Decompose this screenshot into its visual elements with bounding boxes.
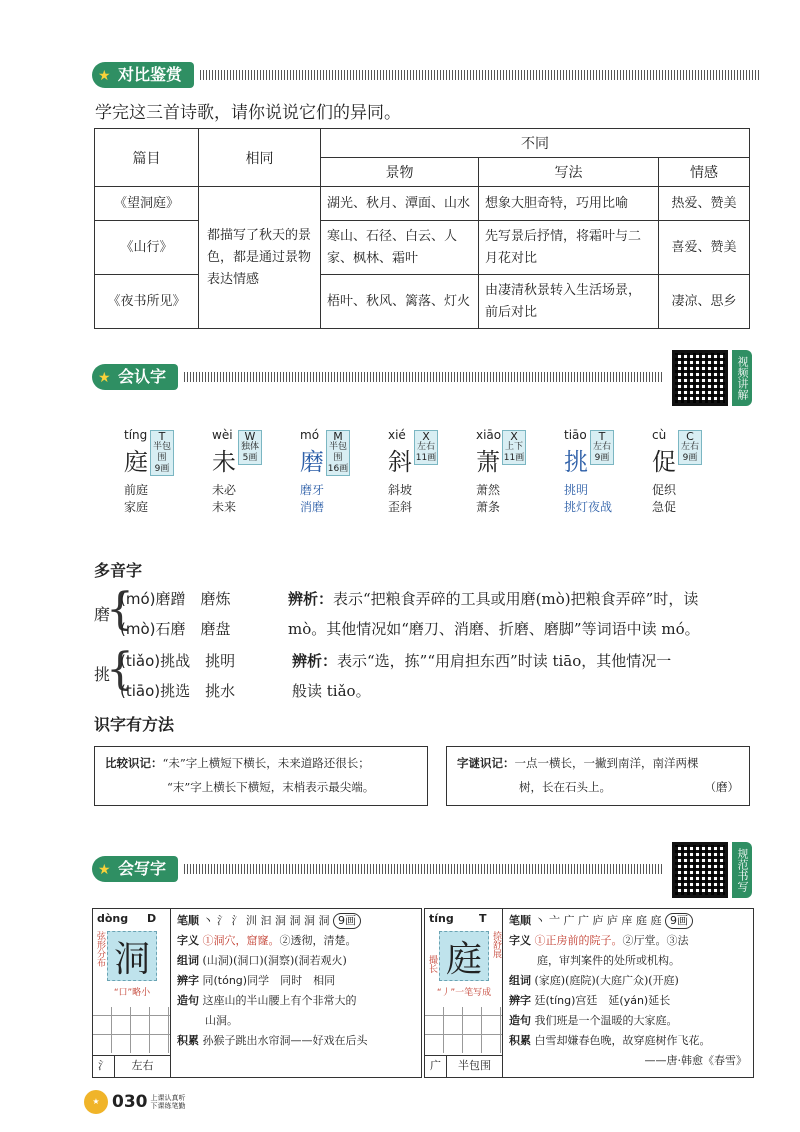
char-item bbox=[468, 428, 556, 474]
stroke-order-line bbox=[177, 911, 417, 931]
method-heading: 识字有方法 bbox=[94, 715, 175, 734]
meaning-text: ①洞穴，窟窿。 bbox=[202, 934, 280, 947]
meaning-text: ②透彻，清楚。 bbox=[279, 934, 357, 947]
word: 磨牙 bbox=[300, 483, 325, 497]
stroke-count: 9画 bbox=[665, 913, 693, 929]
char-glyph: 斜 bbox=[388, 448, 412, 476]
poly-tiao-analysis-1 bbox=[292, 646, 671, 676]
star-icon: ★ bbox=[98, 370, 111, 386]
poly-tiao-line1: (tiǎo)挑战 挑明 bbox=[120, 652, 236, 670]
analysis-label: 辨析： bbox=[288, 590, 334, 608]
meaning-line bbox=[177, 931, 417, 951]
section-title: 对比鉴赏 bbox=[118, 65, 183, 84]
header-scenery: 景物 bbox=[321, 158, 479, 187]
char-item bbox=[556, 428, 644, 474]
char-glyph: 庭 bbox=[124, 448, 148, 476]
char-letter: X bbox=[510, 430, 518, 443]
write-tip: “口”略小 bbox=[113, 988, 151, 998]
word: 挑灯夜战 bbox=[564, 500, 613, 514]
section-title: 会写字 bbox=[118, 859, 167, 878]
row-scenery: 梧叶、秋风、篱落、灯火 bbox=[321, 275, 479, 329]
char-item bbox=[204, 428, 292, 474]
stroke-order-line bbox=[509, 911, 749, 931]
char-struct: 左右 bbox=[680, 442, 699, 452]
char-tag bbox=[502, 430, 526, 465]
write-pinyin: dòng bbox=[97, 912, 129, 925]
char-item bbox=[116, 428, 204, 474]
char-tag bbox=[150, 430, 174, 476]
method-label: 比较识记： bbox=[105, 756, 163, 770]
header-diff: 不同 bbox=[321, 129, 750, 158]
method-text: “末”字上横长下横短，末梢表示最尖端。 bbox=[167, 780, 375, 794]
method-box-compare bbox=[94, 746, 428, 806]
char-strokes: 5画 bbox=[242, 453, 258, 463]
write-card-ting bbox=[424, 908, 754, 1078]
qr-code-icon[interactable] bbox=[672, 842, 728, 898]
word-list bbox=[476, 482, 564, 516]
info-label: 造句 bbox=[509, 1014, 531, 1027]
poly-mo-analysis-1 bbox=[288, 584, 698, 614]
method-box-line bbox=[457, 751, 739, 775]
row-method: 由凄清秋景转入生活场景，前后对比 bbox=[479, 275, 659, 329]
row-title: 《山行》 bbox=[95, 221, 199, 275]
write-struct: 左右 bbox=[131, 1059, 154, 1072]
write-side-tip: 捺舒展 bbox=[491, 931, 501, 958]
table-row bbox=[95, 275, 750, 329]
section-stripe bbox=[200, 70, 760, 80]
char-struct: 上下 bbox=[504, 442, 523, 452]
slogan-line: 上课认真听 bbox=[150, 1094, 186, 1102]
char-pinyin: xié bbox=[388, 428, 406, 442]
section-tag bbox=[92, 62, 194, 88]
char-glyph: 磨 bbox=[300, 448, 324, 476]
write-card-dong bbox=[92, 908, 422, 1078]
char-strokes: 9画 bbox=[682, 453, 698, 463]
info-label: 积累 bbox=[177, 1034, 199, 1047]
distinguish-text: 廷(tíng)宫廷 延(yán)延长 bbox=[534, 994, 671, 1007]
word-list bbox=[124, 482, 212, 516]
info-label: 造句 bbox=[177, 994, 199, 1007]
sentence-text: 我们班是一个温暖的大家庭。 bbox=[534, 1014, 678, 1027]
info-label: 笔顺 bbox=[177, 914, 199, 927]
practice-grid[interactable] bbox=[93, 1007, 170, 1053]
row-scenery: 湖光、秋月、潭面、山水 bbox=[321, 187, 479, 221]
star-icon: ★ bbox=[98, 68, 111, 84]
qr-tab-write[interactable]: 规范书写 bbox=[732, 842, 752, 898]
char-strokes: 9画 bbox=[154, 464, 170, 474]
word: 急促 bbox=[652, 500, 677, 514]
meaning-line bbox=[509, 931, 749, 951]
write-radical: 氵 bbox=[93, 1056, 115, 1077]
char-struct: 独体 bbox=[240, 442, 259, 452]
write-pinyin: tíng bbox=[429, 912, 454, 925]
sentence-text: 山洞。 bbox=[205, 1014, 238, 1027]
section-tag bbox=[92, 856, 178, 882]
word-list bbox=[300, 482, 388, 516]
word-list bbox=[388, 482, 476, 516]
char-letter: T bbox=[598, 430, 606, 443]
header-method: 写法 bbox=[479, 158, 659, 187]
char-pinyin: tíng bbox=[124, 428, 148, 442]
word-list bbox=[212, 482, 300, 516]
words-line bbox=[177, 951, 417, 971]
char-item bbox=[380, 428, 468, 474]
char-struct: 左右 bbox=[592, 442, 611, 452]
accumulate-text: 白雪却嫌春色晚，故穿庭树作飞花。 bbox=[534, 1034, 711, 1047]
poly-mo-line2: (mò)石磨 磨盘 bbox=[120, 620, 231, 638]
word: 促织 bbox=[652, 483, 677, 497]
write-card-char-panel bbox=[93, 909, 171, 1077]
accumulate-line bbox=[509, 1031, 749, 1051]
word: 萧然 bbox=[476, 483, 501, 497]
char-struct: 半包围 bbox=[328, 442, 347, 463]
info-label: 辨字 bbox=[509, 994, 531, 1007]
stroke-order: 丶 氵 氵 汌 汩 洞 洞 洞 洞 bbox=[202, 914, 330, 927]
stroke-count: 9画 bbox=[333, 913, 361, 929]
char-tag bbox=[590, 430, 614, 465]
section-header-write bbox=[92, 856, 664, 882]
char-pinyin: xiāo bbox=[476, 428, 502, 442]
qr-code-icon[interactable] bbox=[672, 350, 728, 406]
section-tag bbox=[92, 364, 178, 390]
char-item bbox=[644, 428, 732, 474]
char-strokes: 16画 bbox=[327, 464, 349, 474]
accumulate-line bbox=[177, 1031, 417, 1051]
word: 未必 bbox=[212, 483, 237, 497]
brace-icon: { bbox=[106, 584, 134, 635]
method-text: 一点一横长，一撇到南洋，南洋两棵 bbox=[514, 756, 699, 770]
write-struct: 半包围 bbox=[458, 1059, 491, 1072]
char-letter: T bbox=[158, 430, 166, 443]
word-list bbox=[652, 482, 740, 516]
page-num: 030 bbox=[112, 1092, 148, 1112]
char-letter: C bbox=[686, 430, 694, 443]
header-same: 相同 bbox=[199, 129, 321, 187]
char-pinyin: mó bbox=[300, 428, 320, 442]
word: 歪斜 bbox=[388, 500, 413, 514]
char-item bbox=[292, 428, 380, 474]
char-glyph: 未 bbox=[212, 448, 236, 476]
poly-tiao-line2: (tiāo)挑选 挑水 bbox=[120, 682, 236, 700]
row-title: 《夜书所见》 bbox=[95, 275, 199, 329]
write-side-tip: 撮长 bbox=[427, 955, 437, 973]
distinguish-line bbox=[509, 991, 749, 1011]
info-label: 笔顺 bbox=[509, 914, 531, 927]
poly-char-mo: 磨 bbox=[94, 605, 111, 624]
char-struct: 半包围 bbox=[152, 442, 171, 463]
method-box-line bbox=[105, 751, 417, 775]
meaning-text: 庭，审判案件的处所或机构。 bbox=[537, 954, 680, 967]
meaning-text: ②厅堂。③法 bbox=[622, 934, 689, 947]
info-label: 字义 bbox=[509, 934, 531, 947]
row-emotion: 凄凉、思乡 bbox=[659, 275, 750, 329]
sentence-text: 这座山的半山腰上有个非常大的 bbox=[202, 994, 357, 1007]
char-strokes: 9画 bbox=[594, 453, 610, 463]
poly-heading: 多音字 bbox=[94, 561, 143, 580]
section-header-recognize bbox=[92, 364, 664, 390]
qr-tab-recognize[interactable]: 视频讲解 bbox=[732, 350, 752, 406]
poly-mo-analysis-2: mò。其他情况如“磨刀、消磨、折磨、磨脚”等词语中读 mó。 bbox=[288, 620, 700, 638]
row-method: 先写景后抒情，将霜叶与二月花对比 bbox=[479, 221, 659, 275]
page-slogan bbox=[151, 1094, 186, 1110]
write-letter: T bbox=[479, 912, 487, 925]
info-label: 积累 bbox=[509, 1034, 531, 1047]
word: 挑明 bbox=[564, 483, 589, 497]
write-card-info bbox=[509, 911, 749, 1071]
method-box-line bbox=[457, 775, 739, 799]
practice-grid[interactable] bbox=[425, 1007, 502, 1053]
write-letter: D bbox=[147, 912, 157, 925]
char-tag bbox=[414, 430, 438, 465]
method-text: “未”字上横短下横长，未来道路还很长； bbox=[162, 756, 370, 770]
analysis-text: 表示“把粮食弄碎的工具或用磨(mò)把粮食弄碎”时，读 bbox=[333, 590, 699, 608]
row-emotion: 热爱、赞美 bbox=[659, 187, 750, 221]
info-label: 字义 bbox=[177, 934, 199, 947]
method-text: 树，长在石头上。 bbox=[519, 780, 611, 794]
char-glyph: 挑 bbox=[564, 448, 588, 476]
write-side-tip: 弦形分布 bbox=[95, 931, 105, 967]
words-text: (家庭)(庭院)(大庭广众)(开庭) bbox=[534, 974, 679, 987]
poly-char-tiao: 挑 bbox=[94, 665, 111, 684]
poly-tiao-analysis-2: 般读 tiǎo。 bbox=[292, 682, 371, 700]
char-letter: X bbox=[422, 430, 430, 443]
sentence-line bbox=[177, 991, 417, 1011]
slogan-line: 下课练笔勤 bbox=[150, 1102, 186, 1110]
char-tag bbox=[678, 430, 702, 465]
info-label: 组词 bbox=[509, 974, 531, 987]
info-label: 组词 bbox=[177, 954, 199, 967]
char-struct: 左右 bbox=[416, 442, 435, 452]
method-label: 字谜识记： bbox=[457, 756, 515, 770]
write-radical: 广 bbox=[425, 1056, 447, 1077]
char-pinyin: tiāo bbox=[564, 428, 587, 442]
char-glyph: 促 bbox=[652, 448, 676, 476]
word-list bbox=[564, 482, 652, 516]
char-strokes: 11画 bbox=[415, 453, 437, 463]
write-tip: “丿”一笔写成 bbox=[436, 988, 492, 998]
row-scenery: 寒山、石径、白云、人家、枫林、霜叶 bbox=[321, 221, 479, 275]
poly-mo-line1: (mó)磨蹭 磨炼 bbox=[120, 590, 231, 608]
word: 萧条 bbox=[476, 500, 501, 514]
char-tag bbox=[238, 430, 262, 465]
analysis-label: 辨析： bbox=[292, 652, 338, 670]
compare-intro: 学完这三首诗歌，请你说说它们的异同。 bbox=[95, 103, 401, 123]
row-emotion: 喜爱、赞美 bbox=[659, 221, 750, 275]
word: 斜坡 bbox=[388, 483, 413, 497]
table-row bbox=[95, 221, 750, 275]
info-label: 辨字 bbox=[177, 974, 199, 987]
char-letter: W bbox=[244, 430, 256, 443]
star-icon: ★ bbox=[98, 862, 111, 878]
char-pinyin: wèi bbox=[212, 428, 233, 442]
write-card-info bbox=[177, 911, 417, 1051]
riddle-answer: （磨） bbox=[704, 780, 739, 794]
header-emotion: 情感 bbox=[659, 158, 750, 187]
accumulate-text: 孙猴子跳出水帘洞——好戏在后头 bbox=[202, 1034, 368, 1047]
analysis-text: 表示“选，拣”“用肩担东西”时读 tiāo，其他情况一 bbox=[337, 652, 672, 670]
method-box-riddle bbox=[446, 746, 750, 806]
sentence-line bbox=[509, 1011, 749, 1031]
char-tag bbox=[326, 430, 350, 476]
distinguish-text: 同(tóng)同学 同时 相同 bbox=[202, 974, 336, 987]
table-row bbox=[95, 187, 750, 221]
meaning-text: ①正房前的院子。 bbox=[534, 934, 623, 947]
word: 前庭 bbox=[124, 483, 149, 497]
compare-table bbox=[94, 128, 750, 329]
distinguish-line bbox=[177, 971, 417, 991]
section-stripe bbox=[184, 864, 664, 874]
row-method: 想象大胆奇特，巧用比喻 bbox=[479, 187, 659, 221]
brace-icon: { bbox=[106, 644, 134, 695]
star-badge-icon: ★ bbox=[84, 1090, 108, 1114]
char-row bbox=[116, 428, 732, 474]
char-letter: M bbox=[333, 430, 343, 443]
words-row bbox=[124, 482, 740, 516]
write-char-box: 洞 bbox=[107, 931, 157, 981]
write-card-foot bbox=[93, 1055, 170, 1077]
citation: ——唐·韩愈《春雪》 bbox=[644, 1054, 747, 1067]
word: 未来 bbox=[212, 500, 237, 514]
words-line bbox=[509, 971, 749, 991]
char-pinyin: cù bbox=[652, 428, 667, 442]
section-stripe bbox=[184, 372, 664, 382]
row-title: 《望洞庭》 bbox=[95, 187, 199, 221]
write-char-box: 庭 bbox=[439, 931, 489, 981]
char-glyph: 萧 bbox=[476, 448, 500, 476]
char-strokes: 11画 bbox=[503, 453, 525, 463]
write-card-foot bbox=[425, 1055, 502, 1077]
page-number bbox=[84, 1090, 186, 1114]
section-title: 会认字 bbox=[118, 367, 167, 386]
section-header-compare bbox=[92, 62, 760, 88]
header-title: 篇目 bbox=[95, 129, 199, 187]
stroke-order: 丶 亠 广 广 庐 庐 庠 庭 庭 bbox=[534, 914, 662, 927]
write-card-char-panel bbox=[425, 909, 503, 1077]
word: 消磨 bbox=[300, 500, 325, 514]
same-text: 都描写了秋天的景色，都是通过景物表达情感 bbox=[199, 187, 321, 329]
words-text: (山洞)(洞口)(洞察)(洞若观火) bbox=[202, 954, 347, 967]
word: 家庭 bbox=[124, 500, 149, 514]
